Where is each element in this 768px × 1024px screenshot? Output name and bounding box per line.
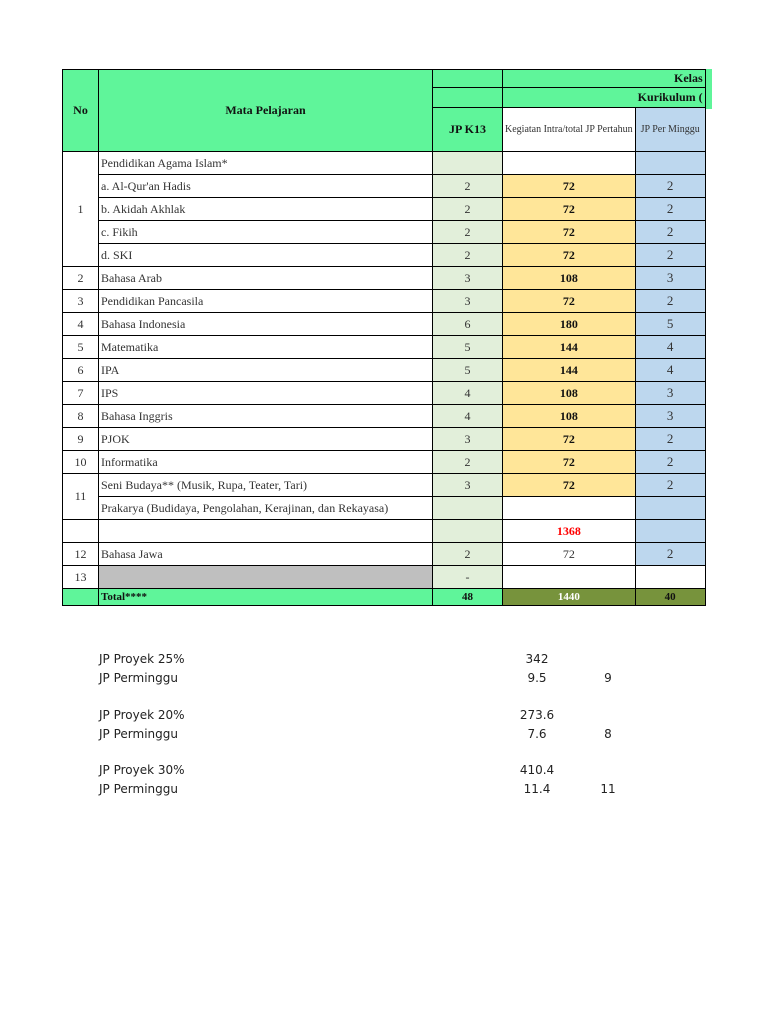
kegiatan-cell: 108 (503, 267, 636, 290)
subject-name: Seni Budaya** (Musik, Rupa, Teater, Tari) (99, 474, 433, 497)
header-row-1 (63, 70, 706, 88)
kegiatan-cell: 72 (503, 474, 636, 497)
total-label: Total**** (99, 589, 433, 606)
table-row (63, 290, 706, 313)
total-jp-minggu: 40 (635, 589, 705, 606)
jp-minggu-cell: 2 (635, 198, 705, 221)
note-rounded: 9 (604, 671, 612, 685)
note-value: 7.6 (527, 727, 547, 741)
curriculum-table-container (62, 69, 706, 606)
kegiatan-cell: 72 (503, 198, 636, 221)
table-row (63, 152, 706, 175)
subject-name: Matematika (99, 336, 433, 359)
row-number: 12 (63, 543, 99, 566)
subject-name: Pendidikan Pancasila (99, 290, 433, 313)
total-jp-k13: 48 (433, 589, 503, 606)
row-number: 6 (63, 359, 99, 382)
note-label: JP Proyek 20% (99, 708, 185, 722)
jp-k13-cell (433, 520, 503, 543)
subject-name: Prakarya (Budidaya, Pengolahan, Kerajinan, dan Rekayasa) (99, 497, 433, 520)
subject-name: Informatika (99, 451, 433, 474)
jp-minggu-cell (635, 566, 705, 589)
table-row (63, 313, 706, 336)
jp-minggu-cell: 2 (635, 175, 705, 198)
kegiatan-cell: 72 (503, 428, 636, 451)
jp-k13-cell: 2 (433, 175, 503, 198)
row-number (63, 520, 99, 543)
row-number: 11 (63, 474, 99, 520)
jp-k13-cell: 5 (433, 336, 503, 359)
note-label: JP Perminggu (99, 671, 178, 685)
table-row (63, 405, 706, 428)
jp-k13-cell: 5 (433, 359, 503, 382)
jp-k13-cell: 2 (433, 543, 503, 566)
jp-minggu-cell: 4 (635, 359, 705, 382)
jp-minggu-cell: 2 (635, 428, 705, 451)
jp-minggu-cell (635, 152, 705, 175)
row-number: 10 (63, 451, 99, 474)
jp-minggu-cell: 2 (635, 451, 705, 474)
subject-name: Pendidikan Agama Islam* (99, 152, 433, 175)
subject-name: d. SKI (99, 244, 433, 267)
table-row (63, 474, 706, 497)
header-blank-cell (433, 70, 503, 88)
subject-name: IPS (99, 382, 433, 405)
kegiatan-cell: 108 (503, 405, 636, 428)
subtotal-row (63, 520, 706, 543)
jp-k13-cell: - (433, 566, 503, 589)
kegiatan-cell: 108 (503, 382, 636, 405)
header-no: No (63, 70, 99, 152)
jp-k13-cell: 2 (433, 244, 503, 267)
note-value: 342 (525, 652, 549, 666)
jp-k13-cell: 4 (433, 382, 503, 405)
table-row (63, 244, 706, 267)
row-number: 7 (63, 382, 99, 405)
table-row (63, 497, 706, 520)
jp-minggu-cell: 2 (635, 221, 705, 244)
kegiatan-cell (503, 566, 636, 589)
subject-name-empty (99, 566, 433, 589)
row-number: 2 (63, 267, 99, 290)
kegiatan-cell: 72 (503, 175, 636, 198)
row-number: 5 (63, 336, 99, 359)
subtotal-kegiatan-cell: 1368 (503, 520, 636, 543)
row-number: 9 (63, 428, 99, 451)
kegiatan-cell (503, 497, 636, 520)
kegiatan-cell: 72 (503, 244, 636, 267)
jp-k13-cell: 3 (433, 290, 503, 313)
note-value: 11.4 (523, 782, 551, 796)
table-row (63, 451, 706, 474)
subject-name (99, 520, 433, 543)
header-kegiatan: Kegiatan Intra/total JP Pertahun (503, 108, 636, 152)
kegiatan-cell: 144 (503, 359, 636, 382)
jp-k13-cell: 2 (433, 451, 503, 474)
total-kegiatan: 1440 (503, 589, 636, 606)
jp-k13-cell: 6 (433, 313, 503, 336)
table-row (63, 428, 706, 451)
note-value: 273.6 (519, 708, 555, 722)
table-row (63, 359, 706, 382)
jp-minggu-cell: 4 (635, 336, 705, 359)
table-row (63, 336, 706, 359)
note-label: JP Proyek 25% (99, 652, 185, 666)
note-rounded: 8 (604, 727, 612, 741)
jp-minggu-cell: 2 (635, 474, 705, 497)
row-number: 8 (63, 405, 99, 428)
jp-minggu-cell: 5 (635, 313, 705, 336)
table-row (63, 198, 706, 221)
jp-k13-cell (433, 152, 503, 175)
header-kelas: Kelas (503, 70, 706, 88)
kegiatan-cell: 180 (503, 313, 636, 336)
table-row (63, 267, 706, 290)
subject-name: IPA (99, 359, 433, 382)
jp-k13-cell: 4 (433, 405, 503, 428)
subject-name: Bahasa Indonesia (99, 313, 433, 336)
jp-minggu-cell: 3 (635, 405, 705, 428)
header-kurikulum: Kurikulum ( (503, 88, 706, 108)
header-mata-pelajaran: Mata Pelajaran (99, 70, 433, 152)
subject-name: Bahasa Inggris (99, 405, 433, 428)
jp-minggu-cell: 2 (635, 543, 705, 566)
header-jp-k13: JP K13 (433, 108, 503, 152)
kegiatan-cell (503, 152, 636, 175)
subject-name: Bahasa Jawa (99, 543, 433, 566)
jp-k13-cell: 3 (433, 428, 503, 451)
subject-name: c. Fikih (99, 221, 433, 244)
note-value: 410.4 (519, 763, 555, 777)
jp-k13-cell (433, 497, 503, 520)
table-row (63, 221, 706, 244)
note-label: JP Proyek 30% (99, 763, 185, 777)
curriculum-table (62, 69, 706, 606)
table-row (63, 175, 706, 198)
jp-minggu-cell: 3 (635, 267, 705, 290)
row-number: 1 (63, 152, 99, 267)
header-blank-cell-2 (433, 88, 503, 108)
table-row (63, 566, 706, 589)
total-no-cell (63, 589, 99, 606)
kegiatan-cell: 72 (503, 290, 636, 313)
subject-name: b. Akidah Akhlak (99, 198, 433, 221)
jp-k13-cell: 3 (433, 267, 503, 290)
kegiatan-cell: 72 (503, 451, 636, 474)
table-row (63, 382, 706, 405)
header-jp-per-minggu: JP Per Minggu (635, 108, 705, 152)
note-value: 9.5 (527, 671, 547, 685)
note-label: JP Perminggu (99, 782, 178, 796)
subject-name: PJOK (99, 428, 433, 451)
jp-k13-cell: 2 (433, 221, 503, 244)
jp-minggu-cell: 2 (635, 244, 705, 267)
jp-k13-cell: 2 (433, 198, 503, 221)
table-row (63, 543, 706, 566)
note-label: JP Perminggu (99, 727, 178, 741)
jp-k13-cell: 3 (433, 474, 503, 497)
total-row (63, 589, 706, 606)
kegiatan-cell: 72 (503, 543, 636, 566)
row-number: 13 (63, 566, 99, 589)
jp-minggu-cell (635, 497, 705, 520)
jp-minggu-cell: 3 (635, 382, 705, 405)
kegiatan-cell: 144 (503, 336, 636, 359)
subject-name: a. Al-Qur'an Hadis (99, 175, 433, 198)
row-number: 4 (63, 313, 99, 336)
jp-minggu-cell: 2 (635, 290, 705, 313)
kegiatan-cell: 72 (503, 221, 636, 244)
row-number: 3 (63, 290, 99, 313)
jp-minggu-cell (635, 520, 705, 543)
subject-name: Bahasa Arab (99, 267, 433, 290)
note-rounded: 11 (600, 782, 616, 796)
